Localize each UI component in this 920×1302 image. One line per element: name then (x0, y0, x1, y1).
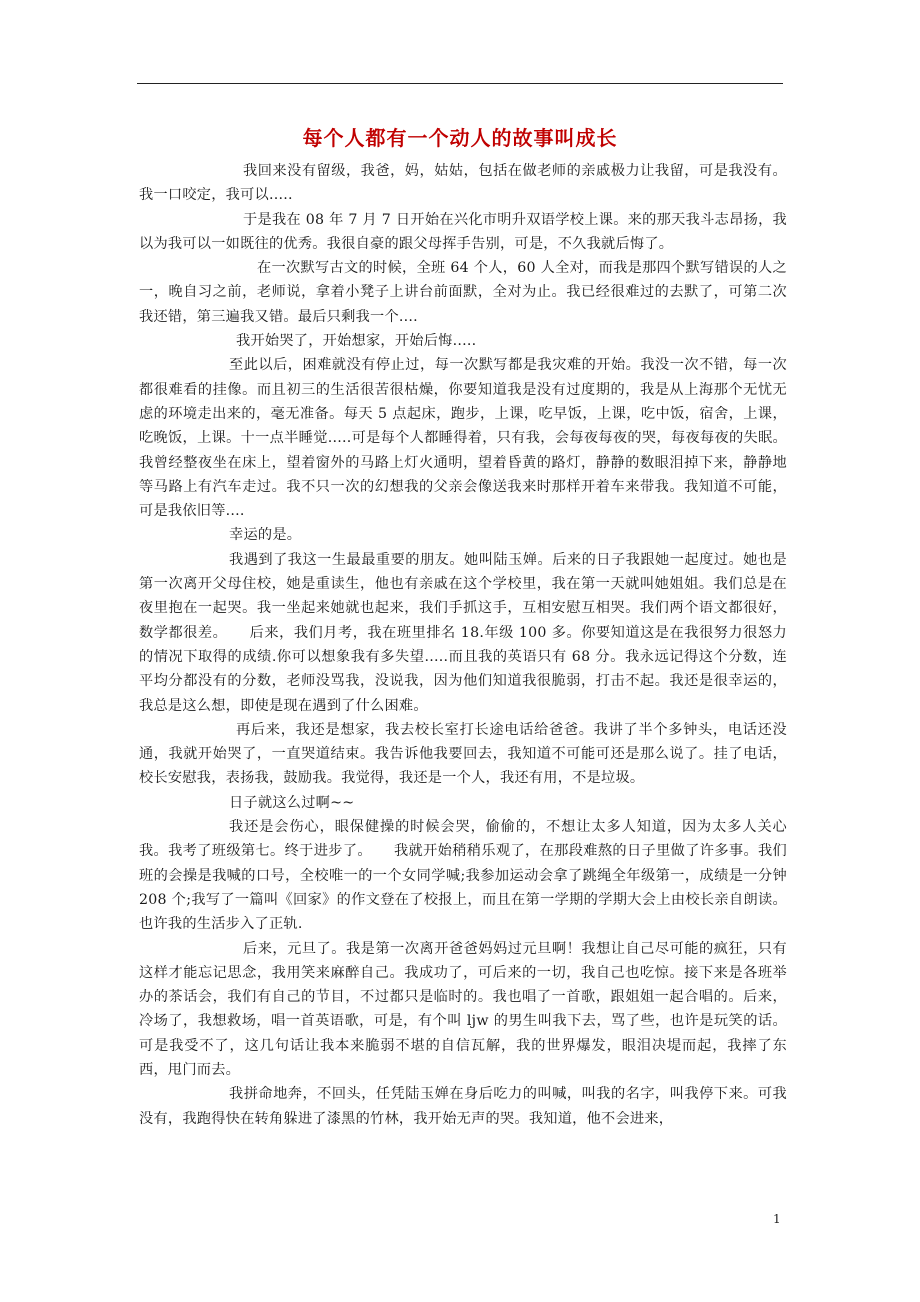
paragraph: 我拼命地奔，不回头，任凭陆玉婵在身后吃力的叫喊，叫我的名字，叫我停下来。可我没有，我跑得快在转角躲进了漆黑的竹林，我开始无声的哭。我知道，他不会进来， (139, 1086, 787, 1127)
paragraph: 我回来没有留级，我爸，妈，姑姑，包括在做老师的亲戚极力让我留，可是我没有。我一口咬定，我可以..... (139, 163, 787, 204)
paragraph: 后来，元旦了。我是第一次离开爸爸妈妈过元旦啊！我想让自己尽可能的疯狂，只有这样才能忘记思念，我用笑来麻醉自己。我成功了，可后来的一切，我自己也吃惊。接下来是各班举办的茶话会，我们有自己的节目，不过都只是临时的。我也唱了一首歌，跟姐姐一起合唱的。后来，冷场了，我想救场，唱一首英语歌，可是，有个叫 ljw 的男生叫我下去，骂了些，也许是玩笑的话。可是我受不了，这几句话让我本来脆弱不堪的自信瓦解，我的世界爆发，眼泪决堤而起，我摔了东西，甩门而去。 (139, 940, 787, 1078)
header-rule (137, 83, 783, 84)
page-number: 1 (773, 1212, 781, 1226)
paragraph: 日子就这么过啊~~ (229, 794, 355, 811)
paragraph: 我遇到了我这一生最最重要的朋友。她叫陆玉婵。后来的日子我跟她一起度过。她也是第一次离开父母住校，她是重读生，他也有亲戚在这个学校里，我在第一天就叫她姐姐。我们总是在夜里抱在一起哭。我一坐起来她就也起来，我们手抓这手，互相安慰互相哭。我们两个语文都很好，数学都很差。 后来，我们月考，我在班里排名 18.年级 100 多。你要知道这是在我很努力很怒力的情况下取得的成绩.你可以想象我有多失望.....而且我的英语只有 68 分。我永远记得这个分数，连平均分都没有的分数，老师没骂我，没说我，因为他们知道我很脆弱，打击不起。我还是很幸运的，我总是这么想，即使是现在遇到了什么困难。 (139, 551, 787, 714)
paragraph: 我还是会伤心，眼保健操的时候会哭，偷偷的，不想让太多人知道，因为太多人关心我。我考了班级第七。终于进步了。 我就开始稍稍乐观了，在那段难熬的日子里做了许多事。我们班的会操是我喊的口号，全校唯一的一个女同学喊;我参加运动会拿了跳绳全年级第一，成绩是一分钟 208 个;我写了一篇叫《回家》的作文登在了校报上，而且在第一学期的学期大会上由校长亲自朗读。也许我的生活步入了正轨. (139, 819, 787, 933)
document-title: 每个人都有一个动人的故事叫成长 (302, 126, 618, 150)
document-body (139, 159, 787, 1131)
paragraph: 至此以后，困难就没有停止过，每一次默写都是我灾难的开始。我没一次不错，每一次都很难看的挂像。而且初三的生活很苦很枯燥，你要知道我是没有过度期的，我是从上海那个无忧无虑的环境走出来的，毫无准备。每天 5 点起床，跑步，上课，吃早饭，上课，吃中饭，宿舍，上课，吃晚饭，上课。十一点半睡觉.....可是每个人都睡得着，只有我，会每夜每夜的哭，每夜每夜的失眠。我曾经整夜坐在床上，望着窗外的马路上灯火通明，望着昏黄的路灯，静静的数眼泪掉下来，静静地等马路上有汽车走过。我不只一次的幻想我的父亲会像送我来时那样开着车来带我。我知道不可能，可是我依旧等.... (139, 357, 787, 520)
paragraph: 于是我在 08 年 7 月 7 日开始在兴化市明升双语学校上课。来的那天我斗志昂扬，我以为我可以一如既往的优秀。我很自豪的跟父母挥手告别，可是，不久我就后悔了。 (139, 211, 787, 252)
paragraph: 幸运的是。 (229, 527, 302, 544)
paragraph: 在一次默写古文的时候，全班 64 个人，60 人全对，而我是那四个默写错误的人之一，晚自习之前，老师说，拿着小凳子上讲台前面默，全对为止。我已经很难过的去默了，可第二次我还错，第三遍我又错。最后只剩我一个.... (139, 260, 787, 325)
paragraph: 我开始哭了，开始想家，开始后悔..... (236, 333, 477, 350)
paragraph: 再后来，我还是想家，我去校长室打长途电话给爸爸。我讲了半个多钟头，电话还没通，我就开始哭了，一直哭道结束。我告诉他我要回去，我知道不可能可还是那么说了。挂了电话，校长安慰我，表扬我，鼓励我。我觉得，我还是一个人，我还有用，不是垃圾。 (139, 721, 787, 787)
